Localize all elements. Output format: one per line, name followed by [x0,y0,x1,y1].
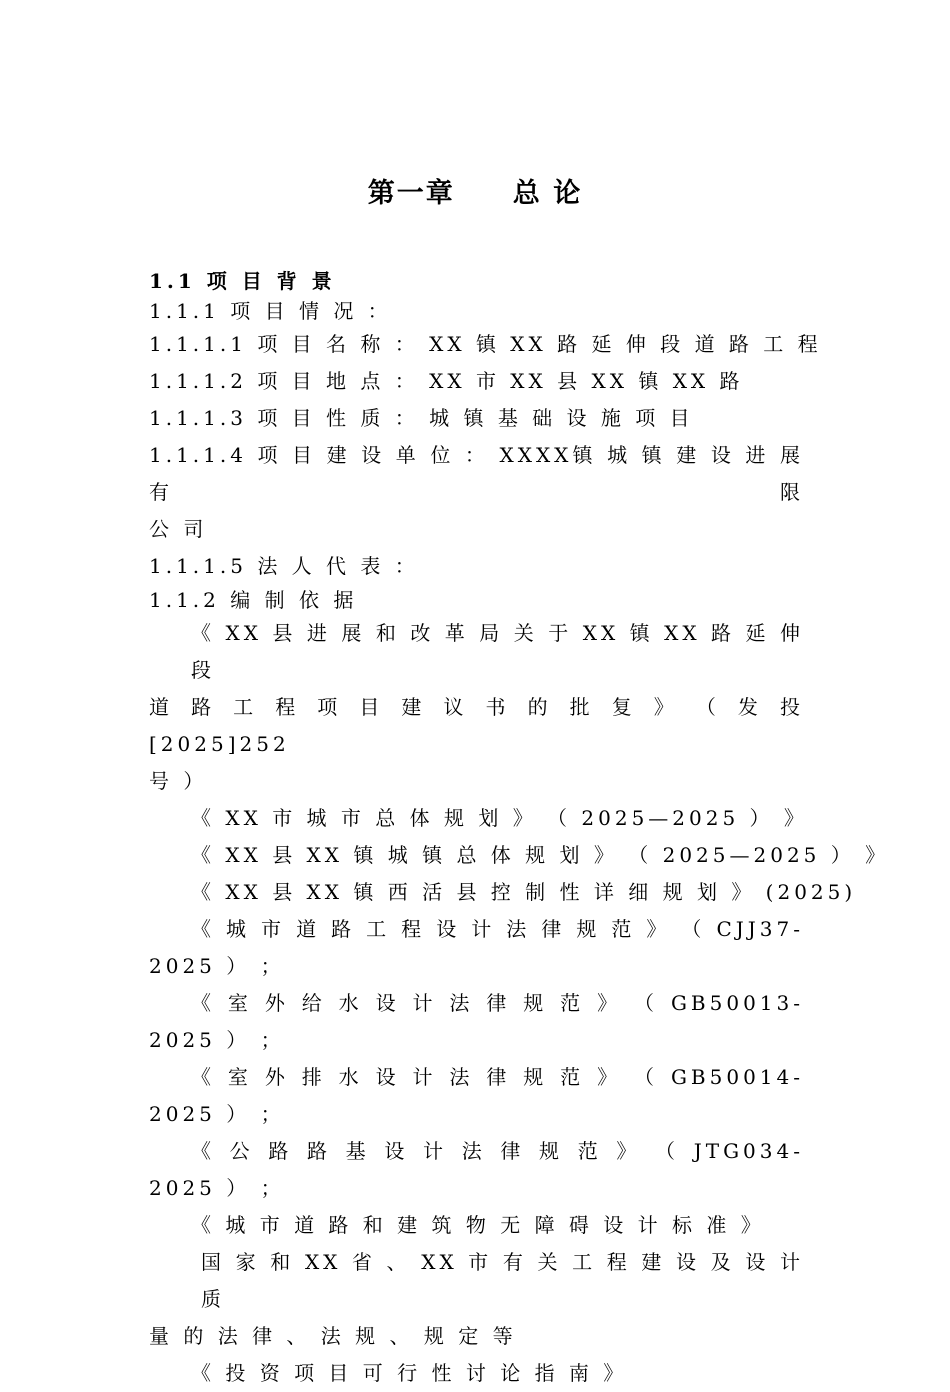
project-owner-line: 1.1.1.4 项 目 建 设 单 位 ： XXXX镇 城 镇 建 设 进 展 有 限 [149,443,804,504]
legal-representative-line: 1.1.1.5 法 人 代 表 ： [149,554,419,578]
basis-line: 2025 ） ； [149,1176,285,1200]
basis-line: 《 城 市 道 路 工 程 设 计 法 律 规 范 》 （ CJJ37- [191,917,804,941]
chapter-title: 第一章 总 论 [367,178,583,209]
basis-line: 号 ） [149,769,208,793]
basis-line: 国 家 和 XX 省 、 XX 市 有 关 工 程 建 设 及 设 计 质 [201,1250,804,1311]
basis-line: 2025 ） ； [149,1028,285,1052]
section-heading: 1.1 项 目 背 景 [149,269,336,293]
basis-line: 《 XX 县 进 展 和 改 革 局 关 于 XX 镇 XX 路 延 伸 段 [191,621,804,682]
basis-line: 《 投 资 项 目 可 行 性 讨 论 指 南 》 [191,1361,628,1385]
basis-line: 《 室 外 排 水 设 计 法 律 规 范 》 （ GB50014- [191,1065,804,1089]
basis-line: 《 室 外 给 水 设 计 法 律 规 范 》 （ GB50013- [191,991,804,1015]
project-owner-line-cont: 公 司 [149,517,208,541]
basis-line: 道 路 工 程 项 目 建 议 书 的 批 复 》 （ 发 投 [2025]252 [149,695,804,756]
document-body [149,266,890,1392]
subsection-heading-basis: 1.1.2 编 制 依 据 [149,588,358,612]
basis-line: 《 公 路 路 基 设 计 法 律 规 范 》 （ JTG034- [191,1139,804,1163]
basis-line: 2025 ） ； [149,1102,285,1126]
basis-line: 《 XX 县 XX 镇 城 镇 总 体 规 划 》 （ 2025—2025 ） 》 [191,843,890,867]
subsection-heading-project-info: 1.1.1 项 目 情 况 ： [149,299,392,323]
project-location-line: 1.1.1.2 项 目 地 点 ： XX 市 XX 县 XX 镇 XX 路 [149,369,744,393]
basis-line: 《 XX 市 城 市 总 体 规 划 》 （ 2025—2025 ） 》 [191,806,808,830]
basis-line: 《 XX 县 XX 镇 西 活 县 控 制 性 详 细 规 划 》 (2025) [191,880,857,904]
project-name-line: 1.1.1.1 项 目 名 称 ： XX 镇 XX 路 延 伸 段 道 路 工 程 [149,332,822,356]
project-nature-line: 1.1.1.3 项 目 性 质 ： 城 镇 基 础 设 施 项 目 [149,406,694,430]
basis-line: 量 的 法 律 、 法 规 、 规 定 等 [149,1324,517,1348]
basis-line: 《 城 市 道 路 和 建 筑 物 无 障 碍 设 计 标 准 》 [191,1213,765,1237]
basis-line: 2025 ） ； [149,954,285,978]
